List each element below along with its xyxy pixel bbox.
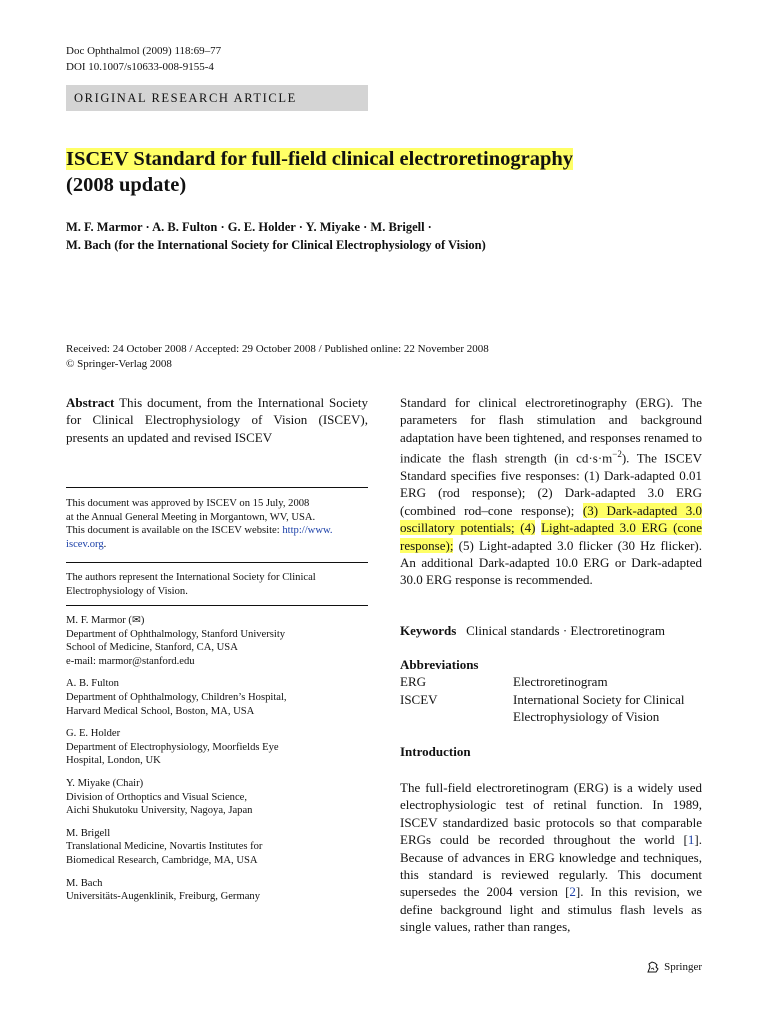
keywords [400, 623, 665, 639]
publisher-mark [646, 960, 702, 974]
affiliation [66, 877, 368, 904]
springer-horse-icon [646, 960, 660, 974]
approval-line-2: at the Annual General Meeting in Morgantown, WV, USA. [66, 511, 316, 523]
intro-text: The full-field electroretinogram (ERG) is a widely used electrophysiologic test of retinal function. In 1989, ISCEV standardized basic protocols so that comparable ERGs could be recorded throughout the world [400, 780, 702, 848]
keywords-label: Keywords [400, 623, 457, 638]
citation-link[interactable]: 2 [569, 884, 576, 900]
abbreviations [400, 656, 702, 726]
affiliation-line: Aichi Shukutoku University, Nagoya, Japan [66, 805, 253, 817]
abstract-text: (5) Light-adapted 3.0 flicker (30 Hz flicker). An additional Dark-adapted 10.0 ERG or Dark-adapted 30.0 ERG response is recommended. [400, 537, 703, 588]
iscev-website-link-part1[interactable]: http://www. [282, 525, 333, 537]
abbreviation-term: ISCEV [400, 691, 438, 707]
divider [66, 605, 368, 606]
approval-period: . [103, 538, 107, 550]
affiliation [66, 827, 368, 868]
article-type-label: ORIGINAL RESEARCH ARTICLE [74, 91, 297, 105]
article-title [66, 146, 706, 198]
author-name: M. F. Marmor (✉) [66, 615, 145, 626]
abstract-text: ). The ISCEV Standard specifies five responses: (1) Dark-adapted 0.01 ERG (rod response); (2) Dark-adapted 3.0 ERG (combined rod–cone response); [400, 450, 702, 518]
affiliation [66, 727, 368, 768]
intro-text: . Because of advances in ERG knowledge and techniques, this standard is reviewed regularly. This document supersedes the 2004 version [400, 832, 702, 900]
author-name: Y. Miyake (Chair) [66, 777, 144, 789]
authors-line-1: M. F. Marmor · A. B. Fulton · G. E. Holder · Y. Miyake · M. Brigell · [66, 220, 432, 234]
author-name: M. Brigell [66, 827, 111, 839]
affiliation-line: Division of Orthoptics and Visual Science, [66, 791, 247, 803]
affiliation-line: Translational Medicine, Novartis Institutes for [66, 841, 263, 853]
author-name: M. Bach [66, 877, 103, 889]
doi: DOI 10.1007/s10633-008-9155-4 [66, 61, 214, 73]
author-email: e-mail: marmor@stanford.edu [66, 655, 195, 667]
affiliations [66, 614, 368, 904]
affiliation [66, 614, 368, 668]
affiliation-line: Harvard Medical School, Boston, MA, USA [66, 705, 255, 717]
abbreviation-definition: Electroretinogram [513, 674, 608, 690]
keywords-text: Clinical standards · Electroretinogram [466, 623, 665, 638]
abstract-right [400, 394, 702, 589]
affiliation-line: Biomedical Research, Cambridge, MA, USA [66, 854, 258, 866]
abstract-left-text: This document, from the International Society for Clinical Electrophysiology of Vision (ISCEV), presents an updated and revised ISCEV [66, 395, 369, 445]
abbreviation-definition: International Society for Clinical [513, 691, 685, 707]
title-line-2: (2008 update) [66, 174, 187, 196]
publication-dates [66, 342, 706, 371]
affiliation [66, 677, 368, 718]
citation-link[interactable]: 1 [687, 832, 695, 848]
representation-line-1: The authors represent the International Society for Clinical [66, 572, 316, 583]
abbreviation-definition: Electrophysiology of Vision [513, 709, 660, 725]
abbreviation-term: ERG [400, 674, 426, 690]
author-list [66, 218, 706, 254]
copyright: © Springer-Verlag 2008 [66, 357, 172, 370]
introduction-heading: Introduction [400, 744, 471, 759]
approval-line-1: This document was approved by ISCEV on 15 July, 2008 [66, 498, 310, 509]
journal-citation: Doc Ophthalmol (2009) 118:69–77 [66, 45, 222, 57]
divider [66, 487, 368, 488]
approval-line-3: This document is available on the ISCEV website: [66, 525, 280, 537]
affiliation [66, 777, 368, 818]
abstract-heading: Abstract [66, 395, 115, 410]
received-accepted-published: Received: 24 October 2008 / Accepted: 29 October 2008 / Published online: 22 November 2008 [66, 343, 489, 355]
author-name: A. B. Fulton [66, 678, 119, 690]
representation-note [66, 571, 368, 598]
author-name: G. E. Holder [66, 728, 121, 740]
abstract-text: (3) Dark-adapted 3.0 oscillatory potentials; (4) [400, 502, 703, 536]
title-line-1: ISCEV Standard for full-field clinical electroretinography [66, 148, 573, 170]
divider [66, 562, 368, 563]
affiliation-line: Hospital, London, UK [66, 755, 161, 767]
intro-text: . In this revision, we define background light and stimulus flash levels as single values, rather than ranges, [400, 884, 702, 935]
article-type-banner [66, 85, 368, 111]
affiliation-line: Department of Ophthalmology, Children’s Hospital, [66, 691, 287, 703]
abstract-text: Standard for clinical electroretinography (ERG). The parameters for flash stimulation and background adaptation have been tightened, and responses renamed to indicate the flash strength (in cd·s·m [400, 395, 702, 466]
iscev-website-link-part2[interactable]: iscev.org [66, 538, 104, 550]
authors-line-2: M. Bach (for the International Society for Clinical Electrophysiology of Vision) [66, 238, 486, 252]
approval-note [66, 497, 368, 551]
affiliation-line: Department of Electrophysiology, Moorfields Eye [66, 741, 279, 753]
abstract-left [66, 394, 368, 446]
representation-line-2: Electrophysiology of Vision. [66, 585, 188, 597]
introduction-body: The full-field electroretinogram (ERG) is a widely used electrophysiologic test of retinal function. In 1989, ISCEV standardized basic protocols so that comparable ERGs could be recorded throughout the world [1]. Because of advances in ERG knowledge and techniques, this standard is reviewed regularly. This document supersedes the 2004 version [2]. In this revision, we define background light and stimulus flash levels as single values, rather than ranges, [400, 780, 702, 935]
affiliation-line: Department of Ophthalmology, Stanford University [66, 628, 286, 640]
springer-wordmark: Springer [664, 961, 702, 973]
abbreviations-heading: Abbreviations [400, 657, 479, 672]
highlighted-text: Light-adapted 3.0 ERG (cone response); [400, 520, 702, 553]
affiliation-line: Universitäts-Augenklinik, Freiburg, Germany [66, 891, 260, 903]
unit-superscript: −2 [612, 449, 622, 460]
affiliation-line: School of Medicine, Stanford, CA, USA [66, 642, 238, 654]
